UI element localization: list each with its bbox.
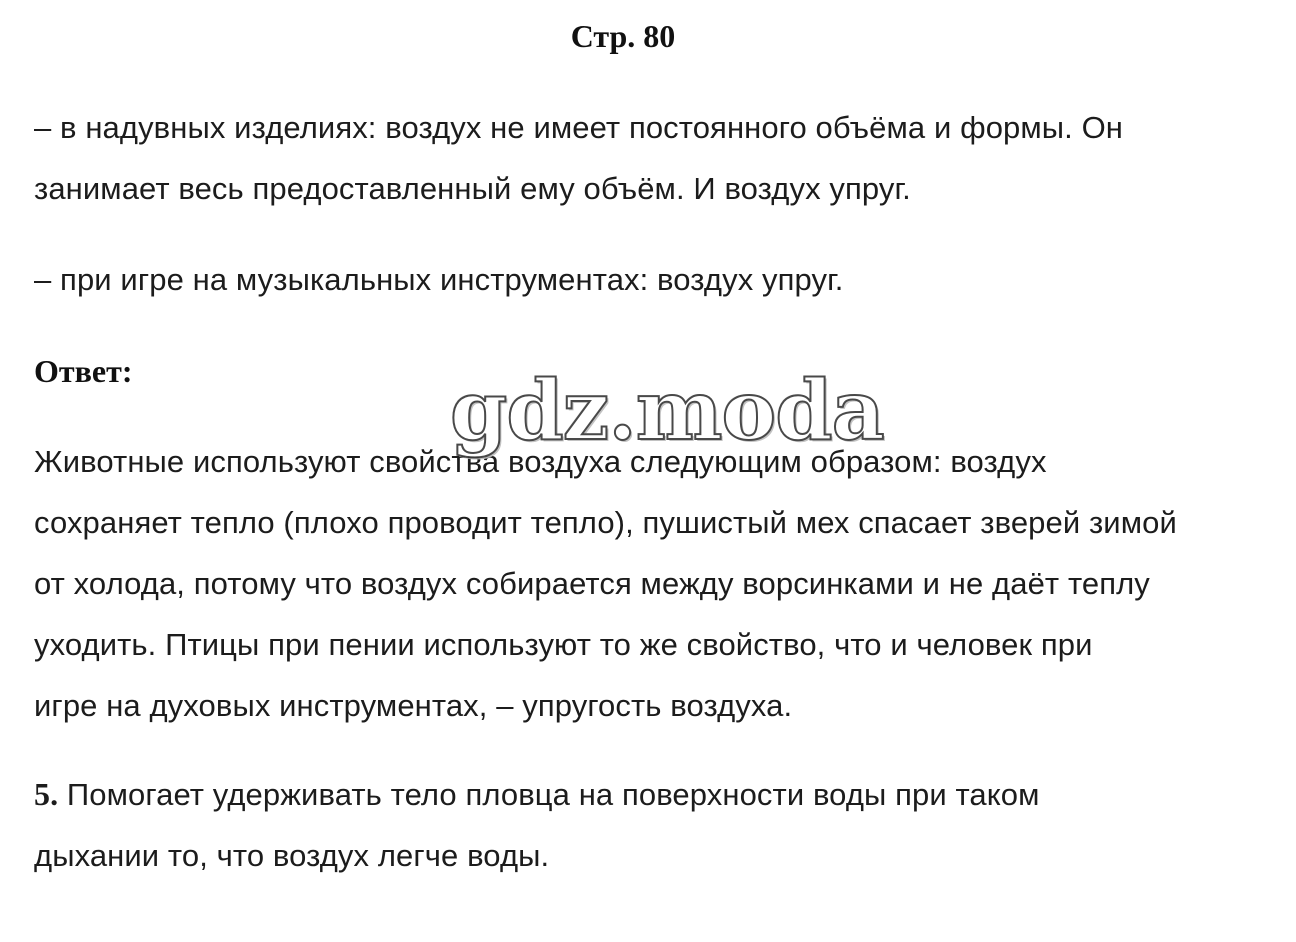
text-line: от холода, потому что воздух собирается между ворсинками и не даёт теплу — [34, 566, 1150, 601]
text-line: игре на духовых инструментах, – упругость воздуха. — [34, 688, 793, 723]
text-line — [34, 764, 1254, 825]
text-line: уходить. Птицы при пении используют то же свойство, что и человек при — [34, 627, 1093, 662]
text-line: – при игре на музыкальных инструментах: воздух упруг. — [34, 262, 844, 297]
paragraph-answer — [34, 431, 1254, 736]
text-line: сохраняет тепло (плохо проводит тепло), пушистый мех спасает зверей зимой — [34, 505, 1177, 540]
answer-label: Ответ: — [34, 353, 133, 389]
watermark-logo: gdz.moda — [450, 363, 884, 459]
text-line: занимает весь предоставленный ему объём. И воздух упруг. — [34, 171, 911, 206]
text-line: дыхании то, что воздух легче воды. — [34, 838, 550, 873]
text-line: – в надувных изделиях: воздух не имеет постоянного объёма и формы. Он — [34, 110, 1124, 145]
text-line: Животные используют свойства воздуха следующим образом: воздух — [34, 444, 1047, 479]
paragraph-task-5 — [34, 764, 1254, 886]
page-title: Стр. 80 — [570, 18, 676, 54]
paragraph-inflatables — [34, 97, 1254, 219]
task-number: 5. — [34, 776, 59, 812]
paragraph-instruments — [34, 249, 1254, 310]
task-text: Помогает удерживать тело пловца на поверхности воды при таком — [58, 777, 1040, 812]
